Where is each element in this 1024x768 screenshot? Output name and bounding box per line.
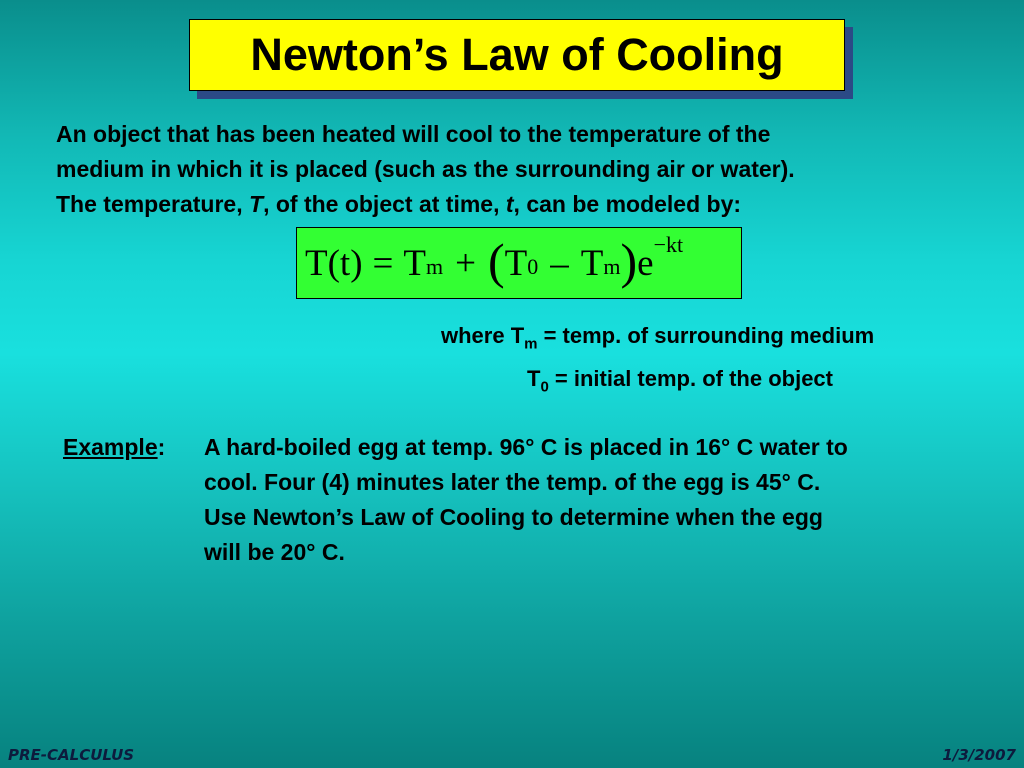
intro-line-3b: , of the object at time,: [263, 191, 506, 217]
where-row-1-sub: m: [524, 335, 538, 353]
formula-minus: –: [550, 242, 569, 284]
example-label-text: Example: [63, 434, 158, 460]
intro-line-1: An object that has been heated will cool to the temperature of the: [56, 121, 771, 147]
where-row-2: [441, 361, 1016, 404]
where-row-2-text: = initial temp. of the object: [548, 366, 833, 392]
where-row-1-text: = temp. of surrounding medium: [537, 323, 875, 348]
intro-line-2: medium in which it is placed (such as the surrounding air or water).: [56, 156, 795, 182]
formula-equals: =: [372, 242, 394, 284]
formula-Tm-sub: m: [426, 254, 444, 279]
footer-course-label: PRE-CALCULUS: [8, 746, 135, 764]
example-label: [63, 430, 165, 465]
intro-var-t: t: [505, 191, 514, 217]
example-label-colon: :: [157, 434, 166, 460]
where-row-2-sub: 0: [540, 378, 549, 396]
formula-Tm2-sub: m: [603, 254, 621, 279]
formula-Tm-base: T: [403, 242, 427, 284]
formula-exponent: −kt: [653, 232, 684, 257]
formula-T0-base: T: [504, 242, 528, 284]
formula-open-paren: (: [488, 233, 505, 289]
intro-line-3c: , can be modeled by:: [513, 191, 742, 217]
example-line-2: cool. Four (4) minutes later the temp. of the egg is 45° C.: [204, 469, 821, 495]
formula-plus: +: [455, 242, 477, 284]
intro-paragraph: [56, 117, 1016, 222]
formula-lhs: T(t): [305, 242, 363, 284]
where-row-2-prefix: T: [527, 366, 541, 392]
formula-T0-sub: 0: [527, 254, 539, 279]
example-line-4: will be 20° C.: [204, 539, 345, 565]
where-definitions: [441, 318, 1016, 405]
where-row-1: [441, 323, 875, 353]
formula-box: [296, 227, 742, 299]
footer-date: 1/3/2007: [942, 746, 1016, 764]
slide-title: [189, 19, 845, 91]
formula-Tm2-base: T: [580, 242, 604, 284]
intro-line-3: [56, 187, 1016, 222]
example-line-1: A hard-boiled egg at temp. 96° C is placed in 16° C water to: [204, 434, 848, 460]
example-line-3: Use Newton’s Law of Cooling to determine when the egg: [204, 504, 823, 530]
intro-line-3a: The temperature,: [56, 191, 249, 217]
intro-var-T: T: [249, 191, 264, 217]
slide-title-text: Newton’s Law of Cooling: [250, 29, 784, 80]
formula-close-paren: ): [620, 233, 638, 289]
example-text: [204, 430, 1016, 570]
formula-e: e: [637, 242, 654, 284]
where-row-1-prefix: where T: [441, 323, 525, 348]
